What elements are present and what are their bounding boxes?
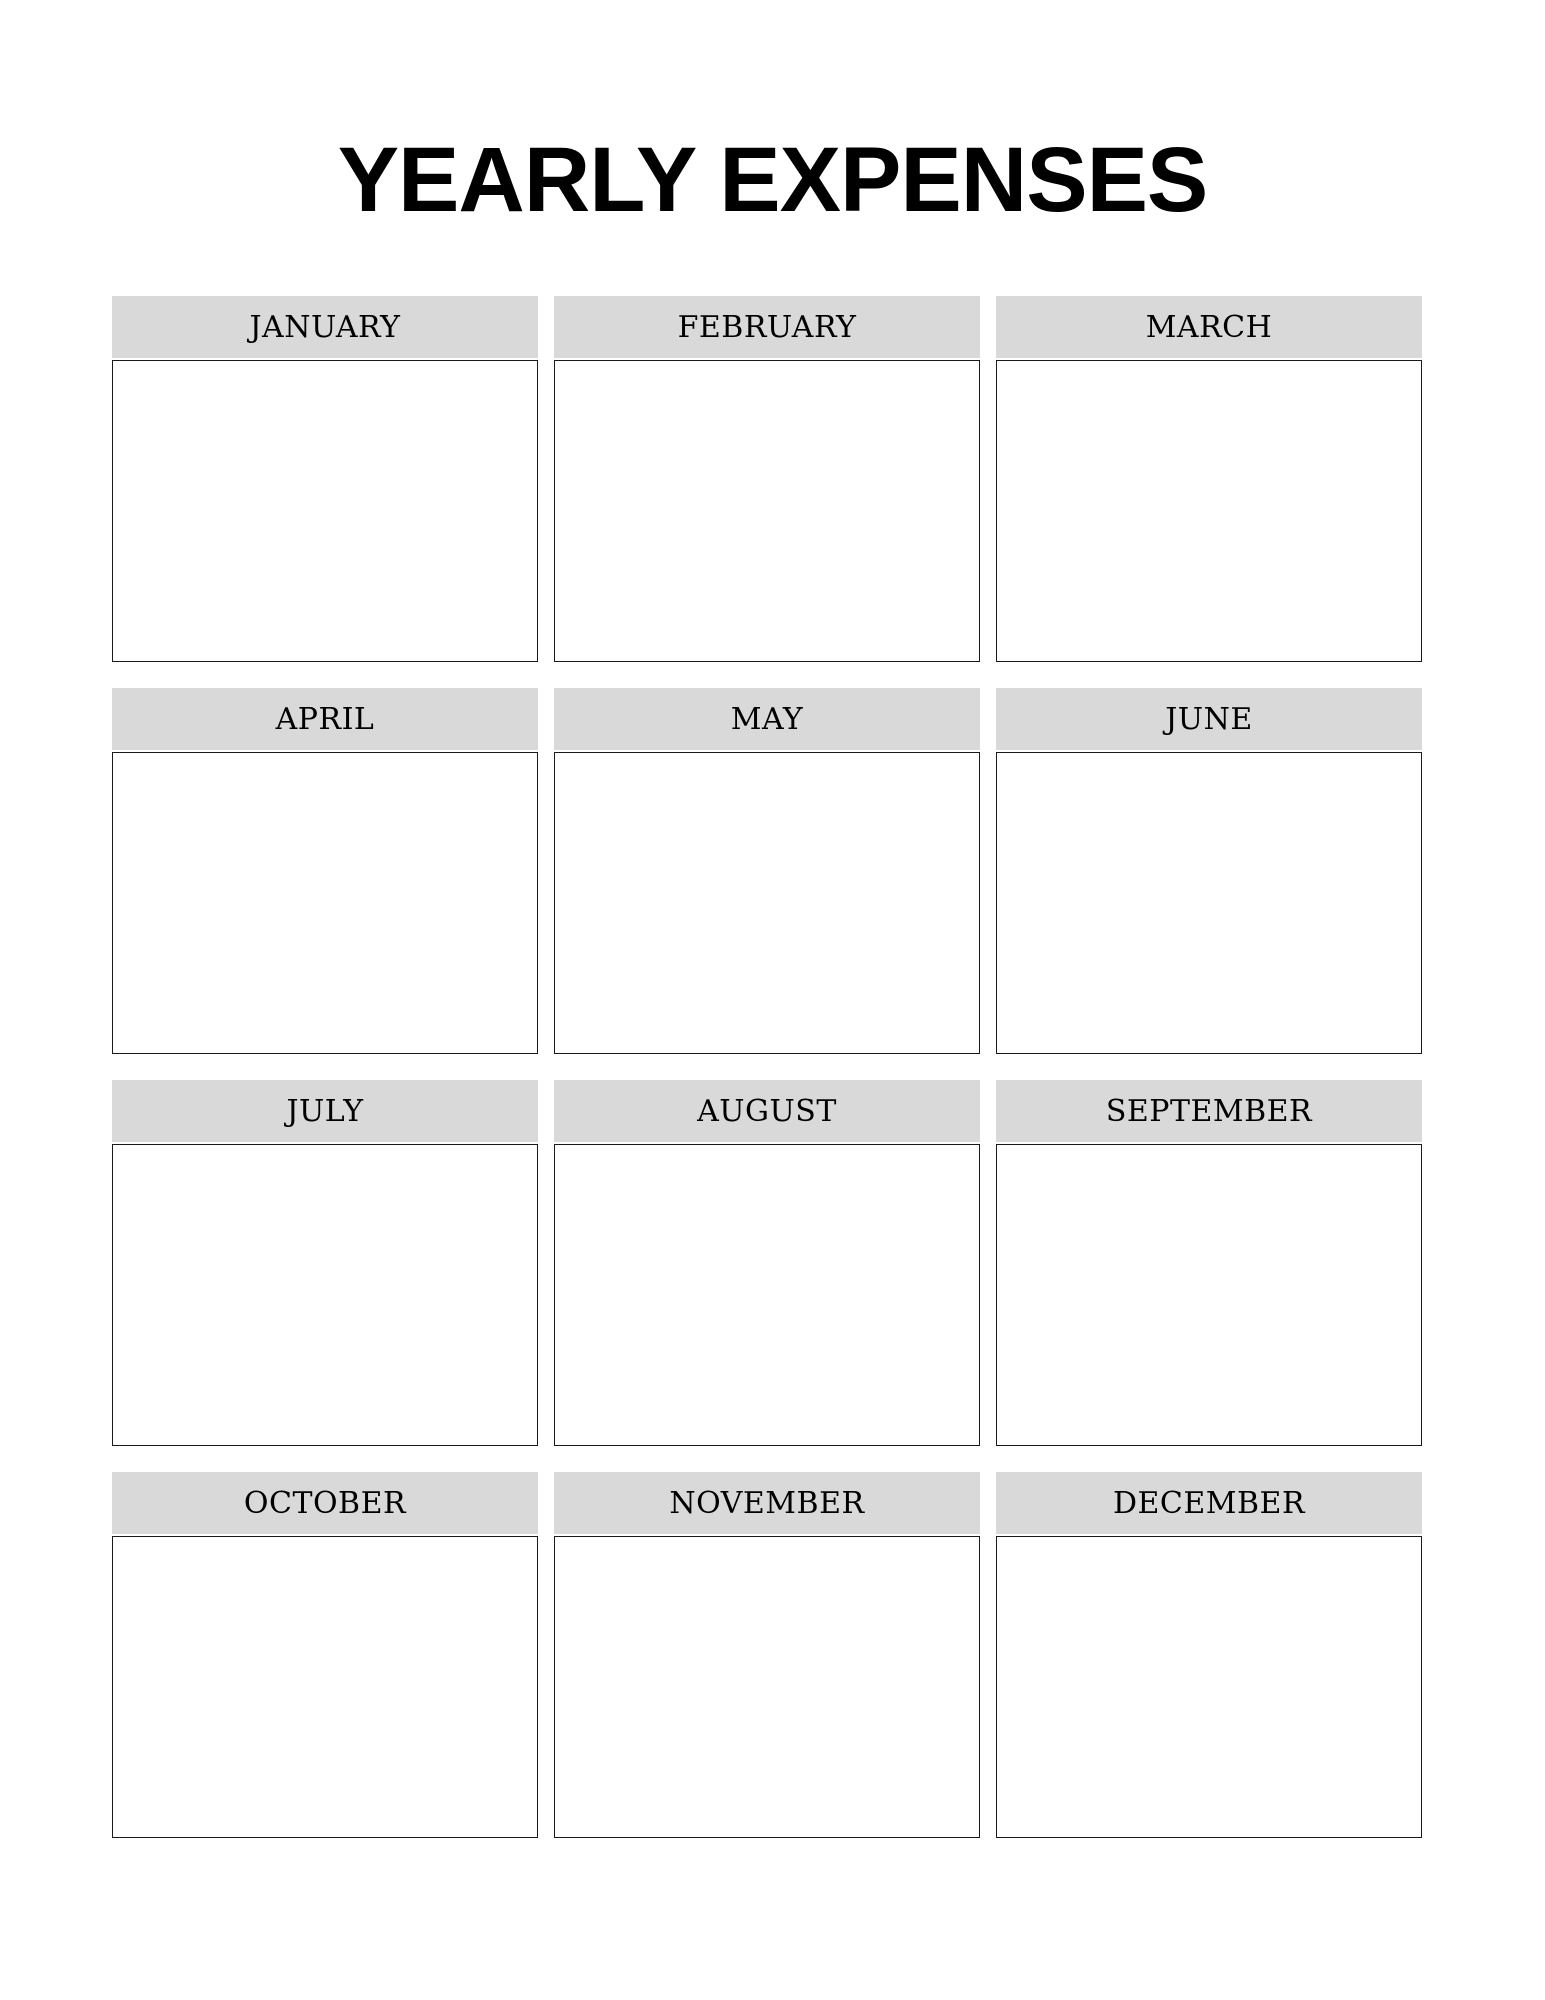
month-card-february [554,296,980,668]
month-card-may [554,688,980,1060]
month-card-august [554,1080,980,1452]
month-header: NOVEMBER [554,1472,980,1534]
month-card-march [996,296,1422,668]
month-header: DECEMBER [996,1472,1422,1534]
month-header: SEPTEMBER [996,1080,1422,1142]
month-header: APRIL [112,688,538,750]
month-card-june [996,688,1422,1060]
page-title: YEARLY EXPENSES [337,129,1208,231]
month-header: AUGUST [554,1080,980,1142]
month-card-january [112,296,538,668]
month-entry-box[interactable] [996,1144,1422,1446]
month-header: JANUARY [112,296,538,358]
month-entry-box[interactable] [554,1144,980,1446]
month-card-october [112,1472,538,1844]
month-entry-box[interactable] [554,1536,980,1838]
month-entry-box[interactable] [112,1144,538,1446]
month-header: MAY [554,688,980,750]
month-grid [112,296,1422,1844]
month-entry-box[interactable] [996,752,1422,1054]
month-card-july [112,1080,538,1452]
month-header: OCTOBER [112,1472,538,1534]
month-header: MARCH [996,296,1422,358]
month-card-november [554,1472,980,1844]
month-header: JUNE [996,688,1422,750]
month-card-april [112,688,538,1060]
month-header: FEBRUARY [554,296,980,358]
month-card-september [996,1080,1422,1452]
month-entry-box[interactable] [112,752,538,1054]
month-entry-box[interactable] [554,360,980,662]
month-entry-box[interactable] [996,1536,1422,1838]
month-card-december [996,1472,1422,1844]
month-entry-box[interactable] [554,752,980,1054]
month-entry-box[interactable] [996,360,1422,662]
month-entry-box[interactable] [112,360,538,662]
month-header: JULY [112,1080,538,1142]
month-entry-box[interactable] [112,1536,538,1838]
